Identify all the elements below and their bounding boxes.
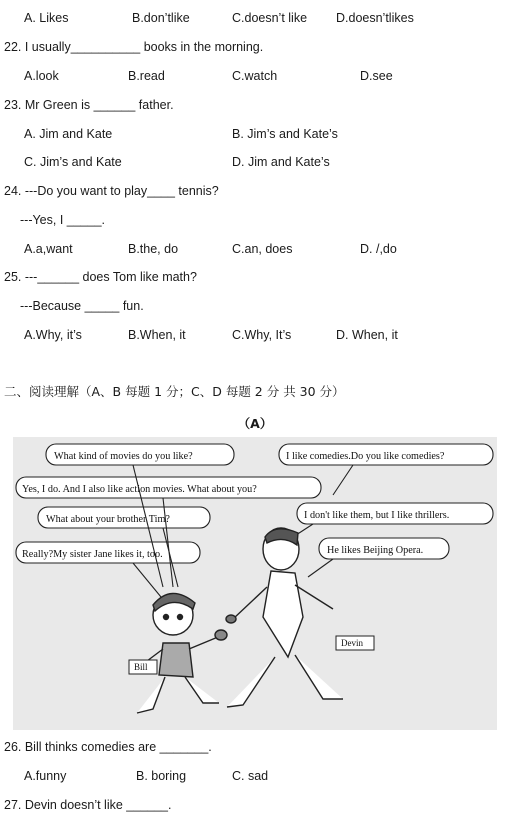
bubble-text-7: Really?My sister Jane likes it, too.: [22, 549, 163, 560]
q25-option-b: B.When, it: [128, 328, 186, 342]
bubble-tail-7: [133, 563, 161, 597]
bubble-text-3: Yes, I do. And I also like action movies. What about you?: [22, 484, 257, 495]
q22-option-c: C.watch: [232, 69, 278, 83]
q22-option-d: D.see: [360, 69, 393, 83]
q26-question: 26. Bill thinks comedies are _______.: [4, 740, 212, 754]
comic-illustration: [13, 437, 497, 730]
section-subtitle: （A）: [237, 416, 273, 431]
comic-illustration-svg: [13, 437, 497, 730]
q21-option-c: C.doesn’t like: [232, 11, 308, 25]
q22-option-a: A.look: [24, 69, 59, 83]
q25-response: ---Because _____ fun.: [20, 299, 144, 313]
q22-question: 22. I usually__________ books in the morning.: [4, 40, 264, 54]
q21-option-b: B.don’tlike: [132, 11, 190, 25]
q27-question: 27. Devin doesn’t like ______.: [4, 798, 172, 812]
q21-option-d: D.doesn’tlikes: [336, 11, 414, 25]
q21-option-a: A. Likes: [24, 11, 69, 25]
name-tag-bill-label: Bill: [134, 662, 148, 672]
q25-question: 25. ---______ does Tom like math?: [4, 270, 197, 284]
bubble-text-6: He likes Beijing Opera.: [327, 545, 424, 556]
q25-option-d: D. When, it: [336, 328, 398, 342]
q25-option-c: C.Why, It’s: [232, 328, 292, 342]
q24-response: ---Yes, I _____.: [20, 213, 106, 227]
q24-question: 24. ---Do you want to play____ tennis?: [4, 184, 219, 198]
q23-question: 23. Mr Green is ______ father.: [4, 98, 174, 112]
q23-option-d: D. Jim and Kate’s: [232, 155, 330, 169]
bubble-text-2: I like comedies.Do you like comedies?: [286, 451, 445, 462]
bill-figure: [137, 593, 227, 713]
q23-option-c: C. Jim’s and Kate: [24, 155, 122, 169]
bubble-tail-2: [333, 465, 353, 495]
q26-option-a: A.funny: [24, 769, 67, 783]
bubble-text-5: I don't like them, but I like thrillers.: [304, 510, 450, 521]
q25-option-a: A.Why, it’s: [24, 328, 82, 342]
q24-option-d: D. /,do: [360, 242, 397, 256]
q22-option-b: B.read: [128, 69, 165, 83]
bubble-text-4: What about your brother Tim?: [46, 514, 170, 525]
q23-option-a: A. Jim and Kate: [24, 127, 113, 141]
bubble-text-1: What kind of movies do you like?: [54, 451, 193, 462]
name-tag-devin-label: Devin: [341, 638, 363, 648]
q24-option-a: A.a,want: [24, 242, 73, 256]
q24-option-b: B.the, do: [128, 242, 179, 256]
q26-option-c: C. sad: [232, 769, 269, 783]
q26-option-b: B. boring: [136, 769, 187, 783]
bubble-tail-6: [308, 559, 333, 577]
q24-option-c: C.an, does: [232, 242, 293, 256]
section-title: 二、阅读理解（A、B 每题 1 分；C、D 每题 2 分 共 30 分）: [4, 384, 345, 399]
q23-option-b: B. Jim’s and Kate’s: [232, 127, 338, 141]
